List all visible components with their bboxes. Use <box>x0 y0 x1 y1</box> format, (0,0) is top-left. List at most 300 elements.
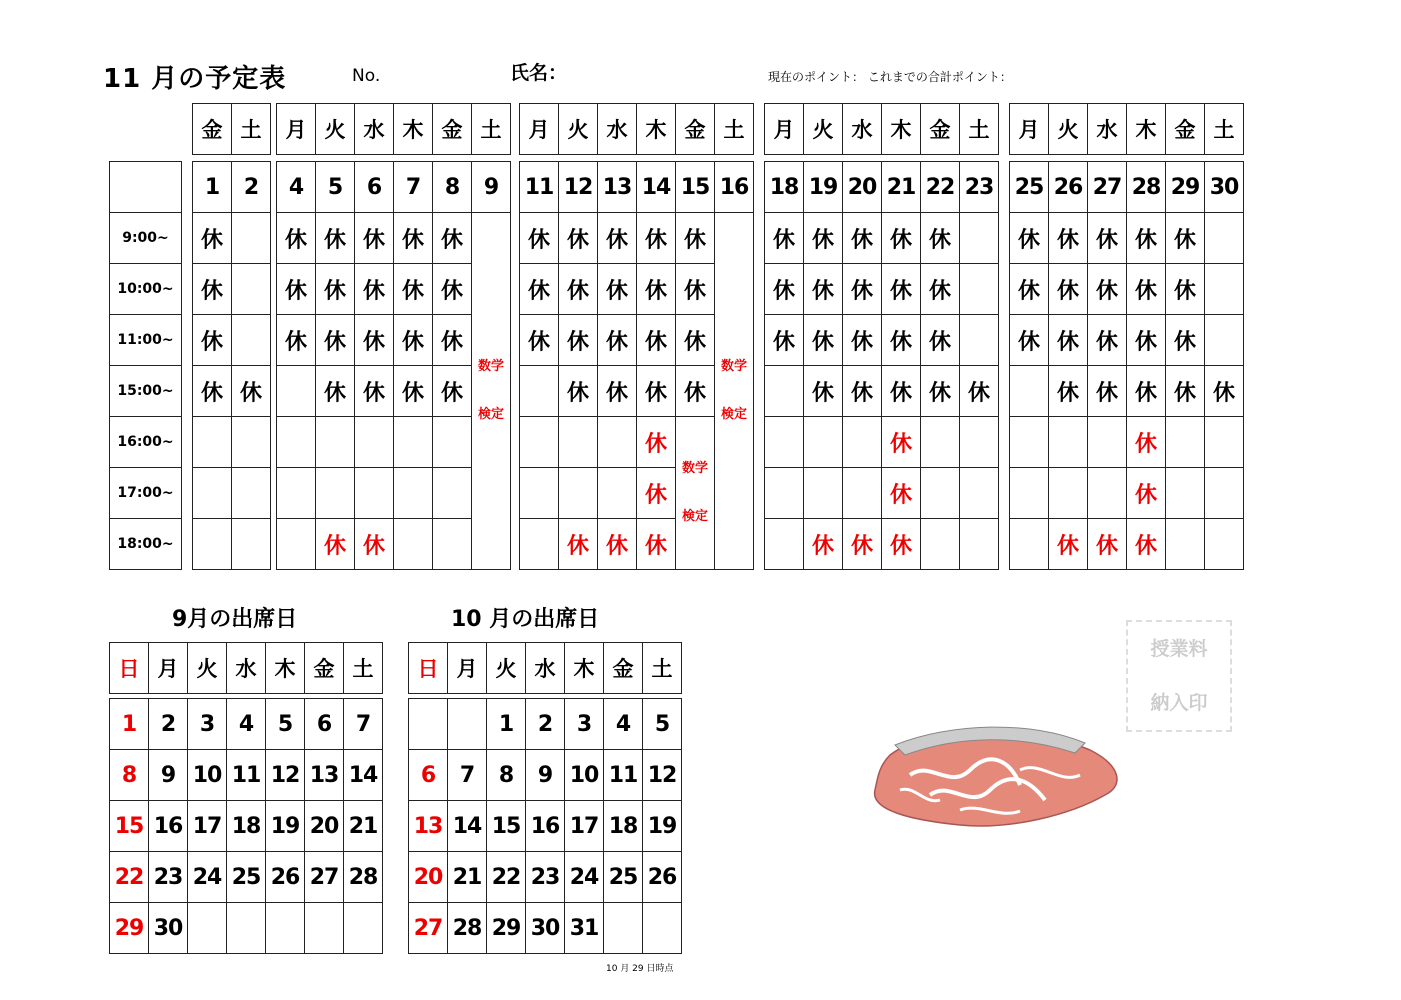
empty-slot <box>1205 519 1244 570</box>
day-off-mark: 休 <box>637 264 676 315</box>
day-off-mark: 休 <box>804 213 843 264</box>
empty-slot <box>765 366 804 417</box>
date-cell: 19 <box>643 801 682 852</box>
page-title: 11 月の予定表 <box>103 64 287 94</box>
date-cell: 20 <box>409 852 448 903</box>
day-off-mark: 休 <box>355 366 394 417</box>
empty-slot <box>1166 417 1205 468</box>
weekday-label: 木 <box>637 104 676 155</box>
empty-cell <box>604 903 643 954</box>
points-label: 現在のポイント： これまでの合計ポイント： <box>768 70 1012 84</box>
time-slot: 15:00~ <box>110 366 182 417</box>
weekday-label: 土 <box>960 104 999 155</box>
day-off-mark: 休 <box>921 213 960 264</box>
day-off-mark: 休 <box>765 315 804 366</box>
day-off-mark: 休 <box>1010 213 1049 264</box>
september-weekday-header <box>109 642 383 694</box>
day-off-mark: 休 <box>1049 366 1088 417</box>
day-off-mark: 休 <box>843 213 882 264</box>
day-off-mark: 休 <box>433 213 472 264</box>
empty-slot <box>1205 213 1244 264</box>
weekday-label: 火 <box>316 104 355 155</box>
date-cell: 4 <box>277 162 316 213</box>
date-cell: 9 <box>149 750 188 801</box>
empty-cell <box>643 903 682 954</box>
day-off-mark: 休 <box>394 315 433 366</box>
date-cell: 22 <box>921 162 960 213</box>
day-off-mark: 休 <box>1088 264 1127 315</box>
empty-slot <box>232 519 271 570</box>
empty-slot <box>316 417 355 468</box>
date-cell: 25 <box>1010 162 1049 213</box>
day-off-mark: 休 <box>1127 366 1166 417</box>
date-cell: 3 <box>188 699 227 750</box>
weekday-label: 金 <box>433 104 472 155</box>
date-cell: 4 <box>227 699 266 750</box>
date-cell: 28 <box>1127 162 1166 213</box>
day-off-mark: 休 <box>520 213 559 264</box>
day-off-mark: 休 <box>355 213 394 264</box>
week-3-grid <box>519 161 754 570</box>
weekday-label: 金 <box>193 104 232 155</box>
empty-slot <box>598 417 637 468</box>
date-cell: 7 <box>344 699 383 750</box>
date-cell: 27 <box>305 852 344 903</box>
empty-slot <box>1166 519 1205 570</box>
day-off-mark: 休 <box>1205 366 1244 417</box>
date-cell: 5 <box>266 699 305 750</box>
date-cell: 11 <box>520 162 559 213</box>
week-1-grid <box>192 161 271 570</box>
week-2-grid <box>276 161 511 570</box>
date-cell: 11 <box>604 750 643 801</box>
day-off-mark: 休 <box>598 366 637 417</box>
day-off-mark: 休 <box>1010 315 1049 366</box>
date-cell: 24 <box>188 852 227 903</box>
date-cell: 14 <box>448 801 487 852</box>
date-cell: 9 <box>526 750 565 801</box>
date-cell: 26 <box>266 852 305 903</box>
date-cell: 13 <box>598 162 637 213</box>
date-cell: 12 <box>266 750 305 801</box>
day-off-mark: 休 <box>676 366 715 417</box>
day-off-mark: 休 <box>882 366 921 417</box>
empty-cell <box>266 903 305 954</box>
weekday-label: 火 <box>188 643 227 694</box>
week-5-weekday-header <box>1009 103 1244 155</box>
weekday-label: 木 <box>565 643 604 694</box>
empty-slot <box>559 417 598 468</box>
october-dates-grid <box>408 698 682 954</box>
weekday-label: 土 <box>232 104 271 155</box>
date-cell: 27 <box>409 903 448 954</box>
day-off-mark: 休 <box>882 468 921 519</box>
date-cell: 30 <box>526 903 565 954</box>
empty-slot <box>232 264 271 315</box>
empty-slot <box>277 468 316 519</box>
date-cell: 17 <box>188 801 227 852</box>
day-off-mark: 休 <box>1127 468 1166 519</box>
day-off-mark: 休 <box>921 366 960 417</box>
date-cell: 1 <box>193 162 232 213</box>
october-title: 10 月の出席日 <box>451 607 600 632</box>
day-off-mark: 休 <box>1166 213 1205 264</box>
empty-slot <box>394 519 433 570</box>
date-cell: 4 <box>604 699 643 750</box>
empty-slot <box>277 417 316 468</box>
weekday-label: 木 <box>882 104 921 155</box>
day-off-mark: 休 <box>843 264 882 315</box>
weekday-label: 土 <box>1205 104 1244 155</box>
empty-cell <box>409 699 448 750</box>
empty-slot <box>1010 417 1049 468</box>
date-cell: 9 <box>472 162 511 213</box>
week-5-grid <box>1009 161 1244 570</box>
day-off-mark: 休 <box>1166 315 1205 366</box>
empty-slot <box>804 417 843 468</box>
day-off-mark: 休 <box>394 366 433 417</box>
date-cell: 30 <box>149 903 188 954</box>
day-off-mark: 休 <box>1049 213 1088 264</box>
date-cell: 6 <box>305 699 344 750</box>
salmon-illustration <box>870 715 1130 835</box>
day-off-mark: 休 <box>960 366 999 417</box>
weekday-label: 土 <box>643 643 682 694</box>
day-off-mark: 休 <box>1049 315 1088 366</box>
day-off-mark: 休 <box>1088 315 1127 366</box>
empty-cell <box>188 903 227 954</box>
weekday-label: 土 <box>472 104 511 155</box>
date-cell: 21 <box>344 801 383 852</box>
day-off-mark: 休 <box>316 519 355 570</box>
day-off-mark: 休 <box>232 366 271 417</box>
empty-slot <box>1205 417 1244 468</box>
weekday-label: 金 <box>921 104 960 155</box>
day-off-mark: 休 <box>921 264 960 315</box>
week-1-weekday-header <box>192 103 271 155</box>
date-cell: 22 <box>487 852 526 903</box>
weekday-label: 日 <box>409 643 448 694</box>
empty-slot <box>960 264 999 315</box>
tuition-stamp-box <box>1126 620 1232 732</box>
day-off-mark: 休 <box>316 366 355 417</box>
weekday-label: 金 <box>676 104 715 155</box>
date-cell: 26 <box>1049 162 1088 213</box>
day-off-mark: 休 <box>355 315 394 366</box>
date-cell: 19 <box>804 162 843 213</box>
empty-slot <box>277 366 316 417</box>
day-off-mark: 休 <box>559 213 598 264</box>
date-cell: 12 <box>643 750 682 801</box>
date-cell: 20 <box>305 801 344 852</box>
september-title: 9月の出席日 <box>172 607 298 632</box>
empty-slot <box>433 519 472 570</box>
day-off-mark: 休 <box>676 213 715 264</box>
empty-slot <box>394 468 433 519</box>
time-slot: 18:00~ <box>110 519 182 570</box>
date-cell: 2 <box>232 162 271 213</box>
weekday-label: 水 <box>598 104 637 155</box>
weekday-label: 火 <box>804 104 843 155</box>
day-off-mark: 休 <box>355 264 394 315</box>
day-off-mark: 休 <box>1127 519 1166 570</box>
date-cell: 1 <box>487 699 526 750</box>
empty-slot <box>843 468 882 519</box>
empty-cell <box>448 699 487 750</box>
day-off-mark: 休 <box>316 264 355 315</box>
date-cell: 8 <box>433 162 472 213</box>
day-off-mark: 休 <box>355 519 394 570</box>
date-cell: 2 <box>526 699 565 750</box>
date-cell: 19 <box>266 801 305 852</box>
empty-slot <box>232 417 271 468</box>
day-off-mark: 休 <box>637 468 676 519</box>
empty-slot <box>960 519 999 570</box>
day-off-mark: 休 <box>193 366 232 417</box>
day-off-mark: 休 <box>882 519 921 570</box>
day-off-mark: 休 <box>637 366 676 417</box>
day-off-mark: 休 <box>316 213 355 264</box>
day-off-mark: 休 <box>1127 264 1166 315</box>
weekday-label: 火 <box>1049 104 1088 155</box>
day-off-mark: 休 <box>882 264 921 315</box>
day-off-mark: 休 <box>559 366 598 417</box>
day-off-mark: 休 <box>1166 366 1205 417</box>
day-off-mark: 休 <box>637 519 676 570</box>
day-off-mark: 休 <box>394 264 433 315</box>
day-off-mark: 休 <box>559 315 598 366</box>
empty-slot <box>193 468 232 519</box>
empty-slot <box>1205 264 1244 315</box>
weekday-label: 木 <box>1127 104 1166 155</box>
date-cell: 21 <box>882 162 921 213</box>
day-off-mark: 休 <box>843 519 882 570</box>
time-slot: 17:00~ <box>110 468 182 519</box>
empty-slot <box>559 468 598 519</box>
day-off-mark: 休 <box>1088 366 1127 417</box>
date-cell: 5 <box>643 699 682 750</box>
day-off-mark: 休 <box>433 366 472 417</box>
weekday-label: 水 <box>843 104 882 155</box>
empty-slot <box>1049 417 1088 468</box>
date-cell: 15 <box>676 162 715 213</box>
day-off-mark: 休 <box>765 264 804 315</box>
day-off-mark: 休 <box>277 315 316 366</box>
empty-slot <box>232 213 271 264</box>
weekday-label: 火 <box>487 643 526 694</box>
empty-slot <box>520 519 559 570</box>
weekday-label: 金 <box>1166 104 1205 155</box>
day-off-mark: 休 <box>637 417 676 468</box>
empty-slot <box>1166 468 1205 519</box>
date-cell: 24 <box>565 852 604 903</box>
time-slot: 10:00~ <box>110 264 182 315</box>
day-off-mark: 休 <box>193 264 232 315</box>
october-weekday-header <box>408 642 682 694</box>
day-off-mark: 休 <box>394 213 433 264</box>
week-3-weekday-header <box>519 103 754 155</box>
weekday-label: 日 <box>110 643 149 694</box>
date-cell: 8 <box>110 750 149 801</box>
time-header-blank <box>110 162 182 213</box>
day-off-mark: 休 <box>277 264 316 315</box>
date-cell: 30 <box>1205 162 1244 213</box>
empty-slot <box>1088 468 1127 519</box>
date-cell: 7 <box>448 750 487 801</box>
time-slot: 9:00~ <box>110 213 182 264</box>
date-cell: 18 <box>765 162 804 213</box>
day-off-mark: 休 <box>1127 213 1166 264</box>
date-cell: 15 <box>110 801 149 852</box>
day-off-mark: 休 <box>1127 315 1166 366</box>
day-off-mark: 休 <box>433 264 472 315</box>
date-cell: 12 <box>559 162 598 213</box>
weekday-label: 木 <box>266 643 305 694</box>
day-off-mark: 休 <box>316 315 355 366</box>
day-off-mark: 休 <box>676 315 715 366</box>
date-cell: 14 <box>637 162 676 213</box>
day-off-mark: 休 <box>559 264 598 315</box>
empty-slot <box>193 417 232 468</box>
weekday-label: 火 <box>559 104 598 155</box>
date-cell: 11 <box>227 750 266 801</box>
empty-slot <box>1205 315 1244 366</box>
date-cell: 28 <box>448 903 487 954</box>
empty-slot <box>433 417 472 468</box>
empty-slot <box>193 519 232 570</box>
date-cell: 10 <box>188 750 227 801</box>
weekday-label: 土 <box>344 643 383 694</box>
date-cell: 13 <box>305 750 344 801</box>
date-cell: 16 <box>715 162 754 213</box>
empty-slot <box>1205 468 1244 519</box>
day-off-mark: 休 <box>277 213 316 264</box>
day-off-mark: 休 <box>1166 264 1205 315</box>
week-2-weekday-header <box>276 103 511 155</box>
empty-slot <box>394 417 433 468</box>
empty-cell <box>227 903 266 954</box>
date-cell: 25 <box>227 852 266 903</box>
day-off-mark: 休 <box>804 366 843 417</box>
stamp-line-1: 授業料 <box>1150 638 1208 660</box>
day-off-mark: 休 <box>433 315 472 366</box>
date-cell: 29 <box>110 903 149 954</box>
day-off-mark: 休 <box>598 315 637 366</box>
day-off-mark: 休 <box>1049 264 1088 315</box>
empty-slot <box>1049 468 1088 519</box>
date-cell: 18 <box>227 801 266 852</box>
date-cell: 13 <box>409 801 448 852</box>
empty-slot <box>520 468 559 519</box>
date-cell: 20 <box>843 162 882 213</box>
date-cell: 29 <box>487 903 526 954</box>
weekday-label: 月 <box>765 104 804 155</box>
day-off-mark: 休 <box>1049 519 1088 570</box>
empty-slot <box>1010 468 1049 519</box>
day-off-mark: 休 <box>637 213 676 264</box>
empty-slot <box>1010 519 1049 570</box>
math-exam-label: 数学 検定 <box>676 417 715 570</box>
empty-slot <box>960 417 999 468</box>
stamp-line-2: 納入印 <box>1150 692 1208 714</box>
day-off-mark: 休 <box>598 519 637 570</box>
date-cell: 15 <box>487 801 526 852</box>
empty-slot <box>277 519 316 570</box>
day-off-mark: 休 <box>520 264 559 315</box>
day-off-mark: 休 <box>1127 417 1166 468</box>
empty-slot <box>804 468 843 519</box>
weekday-label: 月 <box>448 643 487 694</box>
empty-slot <box>960 315 999 366</box>
date-cell: 28 <box>344 852 383 903</box>
empty-slot <box>1088 417 1127 468</box>
date-cell: 21 <box>448 852 487 903</box>
day-off-mark: 休 <box>598 213 637 264</box>
math-exam-label: 数学 検定 <box>715 213 754 570</box>
date-cell: 3 <box>565 699 604 750</box>
day-off-mark: 休 <box>676 264 715 315</box>
date-cell: 22 <box>110 852 149 903</box>
weekday-label: 金 <box>305 643 344 694</box>
time-column <box>109 161 182 570</box>
weekday-label: 月 <box>277 104 316 155</box>
weekday-label: 水 <box>355 104 394 155</box>
empty-slot <box>316 468 355 519</box>
date-cell: 2 <box>149 699 188 750</box>
empty-slot <box>232 315 271 366</box>
date-cell: 31 <box>565 903 604 954</box>
number-label: No. <box>352 66 381 86</box>
date-cell: 10 <box>565 750 604 801</box>
day-off-mark: 休 <box>804 264 843 315</box>
date-cell: 27 <box>1088 162 1127 213</box>
date-cell: 6 <box>355 162 394 213</box>
weekday-label: 木 <box>394 104 433 155</box>
day-off-mark: 休 <box>598 264 637 315</box>
empty-slot <box>598 468 637 519</box>
date-cell: 25 <box>604 852 643 903</box>
empty-slot <box>355 417 394 468</box>
weekday-label: 金 <box>604 643 643 694</box>
empty-slot <box>960 213 999 264</box>
date-cell: 26 <box>643 852 682 903</box>
date-cell: 7 <box>394 162 433 213</box>
empty-slot <box>355 468 394 519</box>
day-off-mark: 休 <box>1088 519 1127 570</box>
day-off-mark: 休 <box>843 315 882 366</box>
week-4-weekday-header <box>764 103 999 155</box>
weekday-label: 月 <box>520 104 559 155</box>
day-off-mark: 休 <box>804 315 843 366</box>
weekday-label: 水 <box>227 643 266 694</box>
date-cell: 6 <box>409 750 448 801</box>
date-cell: 5 <box>316 162 355 213</box>
day-off-mark: 休 <box>765 213 804 264</box>
name-label: 氏名： <box>510 62 568 84</box>
day-off-mark: 休 <box>882 417 921 468</box>
day-off-mark: 休 <box>804 519 843 570</box>
math-exam-label: 数学 検定 <box>472 213 511 570</box>
september-dates-grid <box>109 698 383 954</box>
date-cell: 23 <box>149 852 188 903</box>
day-off-mark: 休 <box>1088 213 1127 264</box>
empty-slot <box>520 366 559 417</box>
day-off-mark: 休 <box>882 213 921 264</box>
empty-slot <box>960 468 999 519</box>
weekday-label: 月 <box>1010 104 1049 155</box>
date-cell: 23 <box>526 852 565 903</box>
date-cell: 16 <box>149 801 188 852</box>
